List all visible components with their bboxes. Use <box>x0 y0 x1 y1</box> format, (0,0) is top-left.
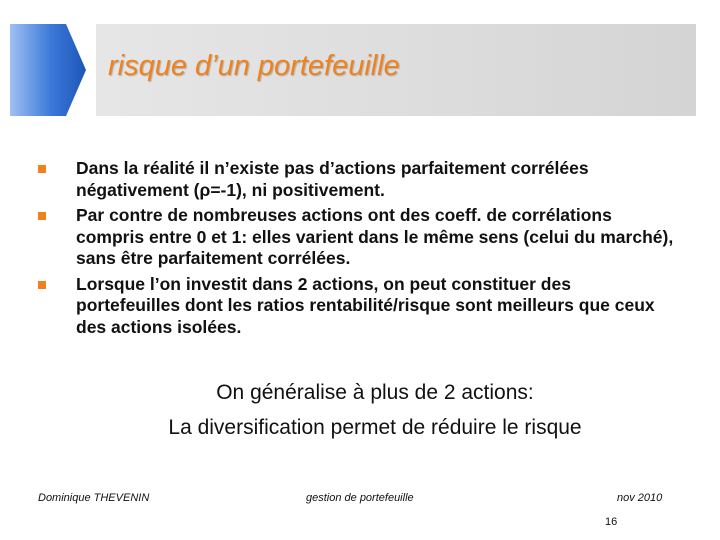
bullet-text: Par contre de nombreuses actions ont des coeff. de corrélations compris entre 0 et 1: elles varient dans le même sens (celui du marché), sans être parfaitement corrélées. <box>76 205 674 268</box>
bullet-list <box>36 158 676 342</box>
square-bullet-icon <box>38 165 46 173</box>
footer-topic: gestion de portefeuille <box>306 492 414 504</box>
chevron-arrow-icon <box>10 24 86 116</box>
bullet-item <box>36 205 676 270</box>
bullet-item <box>36 274 676 339</box>
footer-date: nov 2010 <box>617 492 663 504</box>
page-number: 16 <box>605 516 618 528</box>
footer-author: Dominique THEVENIN <box>38 492 150 504</box>
conclusion-line-2: La diversification permet de réduire le risque <box>168 416 582 439</box>
slide-title: risque d’un portefeuille <box>108 50 400 82</box>
bullet-text: Lorsque l’on investit dans 2 actions, on peut constituer des portefeuilles dont les ratios rentabilité/risque sont meilleurs que ceux des actions isolées. <box>76 273 655 337</box>
conclusion-line-1: On généralise à plus de 2 actions: <box>216 381 534 404</box>
bullet-text: Dans la réalité il n’existe pas d’actions parfaitement corrélées négativement (ρ=-1), ni positivement. <box>76 158 589 200</box>
bullet-item <box>36 158 676 201</box>
square-bullet-icon <box>38 212 46 220</box>
square-bullet-icon <box>38 281 46 289</box>
